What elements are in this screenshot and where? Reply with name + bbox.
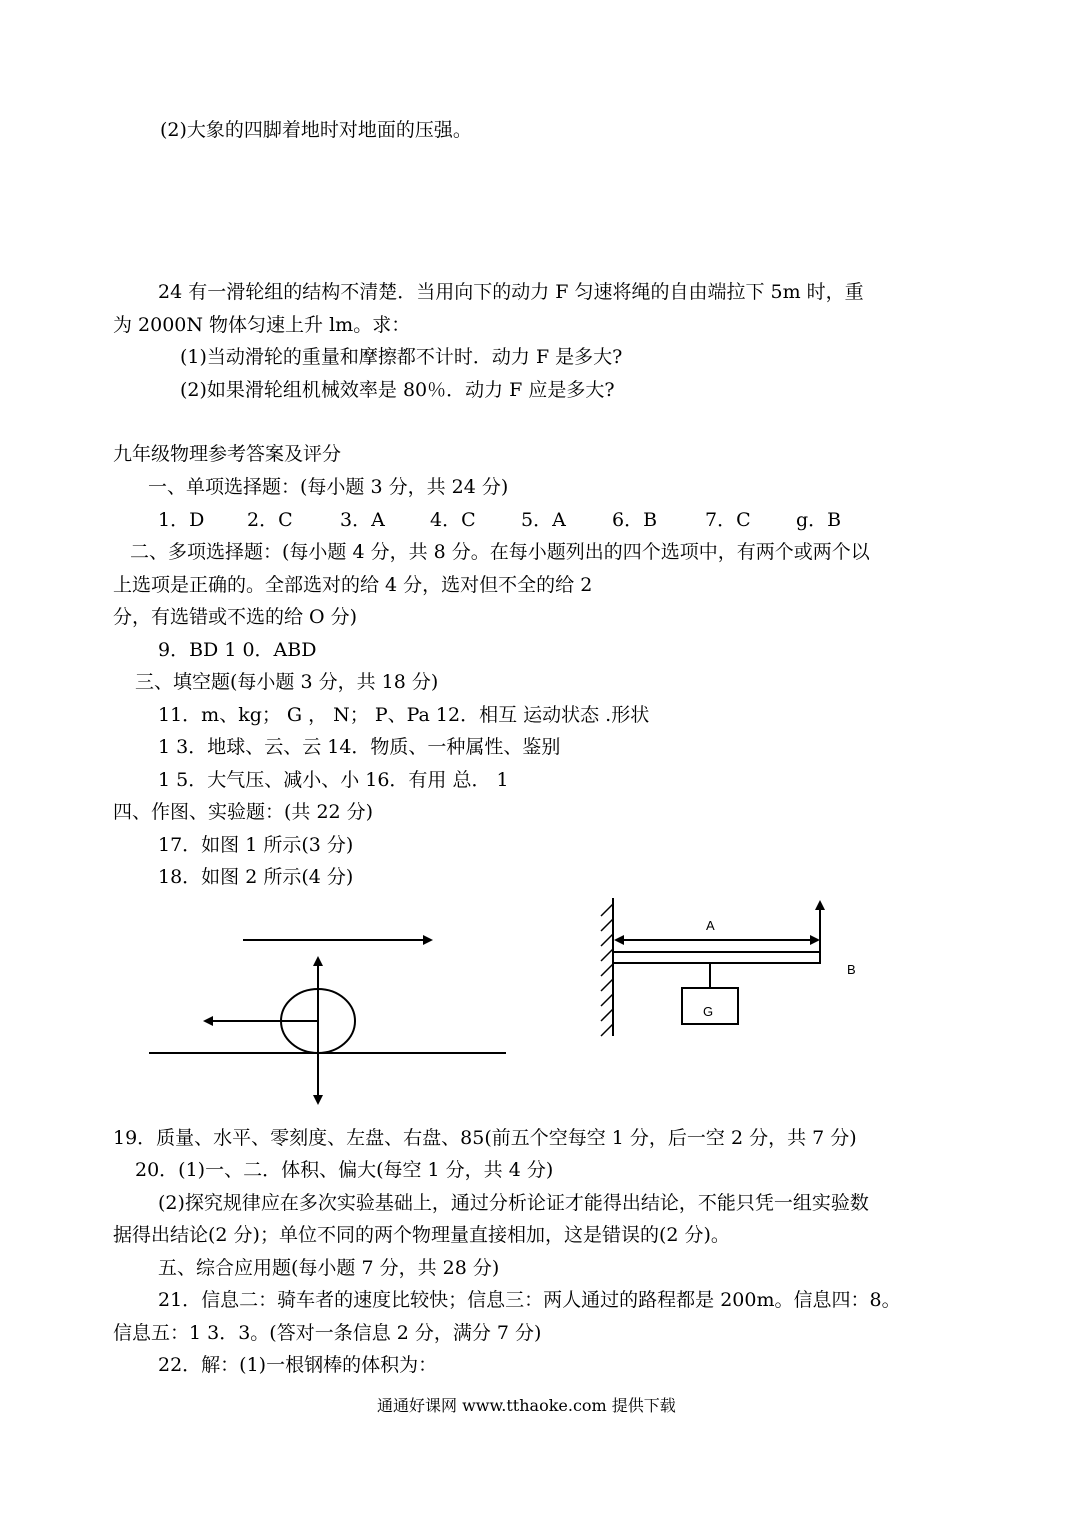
page-footer: 通通好课网 www.tthaoke.com 提供下载 [377, 1396, 676, 1415]
section2-heading-line2: 上选项是正确的。全部选对的给 4 分，选对但不全的给 2 [113, 574, 593, 596]
section3-line2: 1 3．地球、云、云 14．物质、一种属性、鉴别 [158, 736, 561, 758]
s1-answer-3: 3．A [340, 509, 385, 531]
s1-answer-8: g．B [796, 509, 842, 531]
section3-line3: 1 5．大气压、减小、小 16．有用 总． 1 [158, 769, 509, 791]
q20-answer-line2: (2)探究规律应在多次实验基础上，通过分析论证才能得出结论，不能只凭一组实验数 [158, 1192, 869, 1214]
s1-answer-2: 2．C [247, 509, 293, 531]
q19-answer: 19．质量、水平、零刻度、左盘、右盘、85(前五个空每空 1 分，后一空 2 分，共 7 分) [113, 1127, 857, 1149]
s1-answer-6: 6．B [612, 509, 658, 531]
q24-part1: (1)当动滑轮的重量和摩擦都不计时．动力 F 是多大? [180, 346, 623, 368]
q23-part2: (2)大象的四脚着地时对地面的压强。 [160, 119, 472, 141]
fig2-wall-hatching [601, 904, 613, 1036]
section5-heading: 五、综合应用题(每小题 7 分，共 28 分) [158, 1257, 500, 1279]
section2-heading-line3: 分，有选错或不选的给 O 分) [113, 606, 358, 628]
section3-line1: 11．m、kg； G ， N； P、Pa 12．相互 运动状态 .形状 [158, 704, 650, 726]
section4-heading: 四、作图、实验题：(共 22 分) [113, 801, 374, 823]
fig2-label-a: A [706, 918, 715, 933]
q24-part2: (2)如果滑轮组机械效率是 80％．动力 F 应是多大? [180, 379, 615, 401]
fig2-label-g: G [703, 1004, 714, 1019]
fig2-lever-bar [613, 952, 820, 963]
q24-line2: 为 2000N 物体匀速上升 lm。求： [113, 314, 411, 336]
q20-answer-line3: 据得出结论(2 分)；单位不同的两个物理量直接相加，这是错误的(2 分)。 [113, 1224, 730, 1246]
q21-answer-line2: 信息五：1 3．3。(答对一条信息 2 分，满分 7 分) [113, 1322, 542, 1344]
q20-answer-line1: 20．(1)一、二．体积、偏大(每空 1 分，共 4 分) [135, 1159, 554, 1181]
q21-answer-line1: 21．信息二：骑车者的速度比较快；信息三：两人通过的路程都是 200m。信息四：8。 [158, 1289, 901, 1311]
section1-heading: 一、单项选择题：(每小题 3 分，共 24 分) [148, 476, 509, 498]
answers-title: 九年级物理参考答案及评分 [113, 443, 342, 465]
q18-answer: 18．如图 2 所示(4 分) [158, 866, 354, 888]
figure1-force-diagram [149, 940, 506, 1103]
s1-answer-5: 5．A [521, 509, 566, 531]
s1-answer-4: 4．C [430, 509, 476, 531]
q22-answer: 22．解：(1)一根钢棒的体积为： [158, 1354, 438, 1376]
section2-answers: 9．BD 1 0．ABD [158, 639, 317, 661]
q24-line1: 24 有一滑轮组的结构不清楚．当用向下的动力 F 匀速将绳的自由端拉下 5m 时，重 [158, 281, 864, 303]
section2-heading-line1: 二、多项选择题：(每小题 4 分，共 8 分。在每小题列出的四个选项中，有两个或两个以 [130, 541, 870, 563]
q17-answer: 17．如图 1 所示(3 分) [158, 834, 354, 856]
s1-answer-1: 1．D [158, 509, 205, 531]
s1-answer-7: 7．C [705, 509, 751, 531]
section3-heading: 三、填空题(每小题 3 分，共 18 分) [135, 671, 439, 693]
fig2-label-b: B [847, 962, 856, 977]
